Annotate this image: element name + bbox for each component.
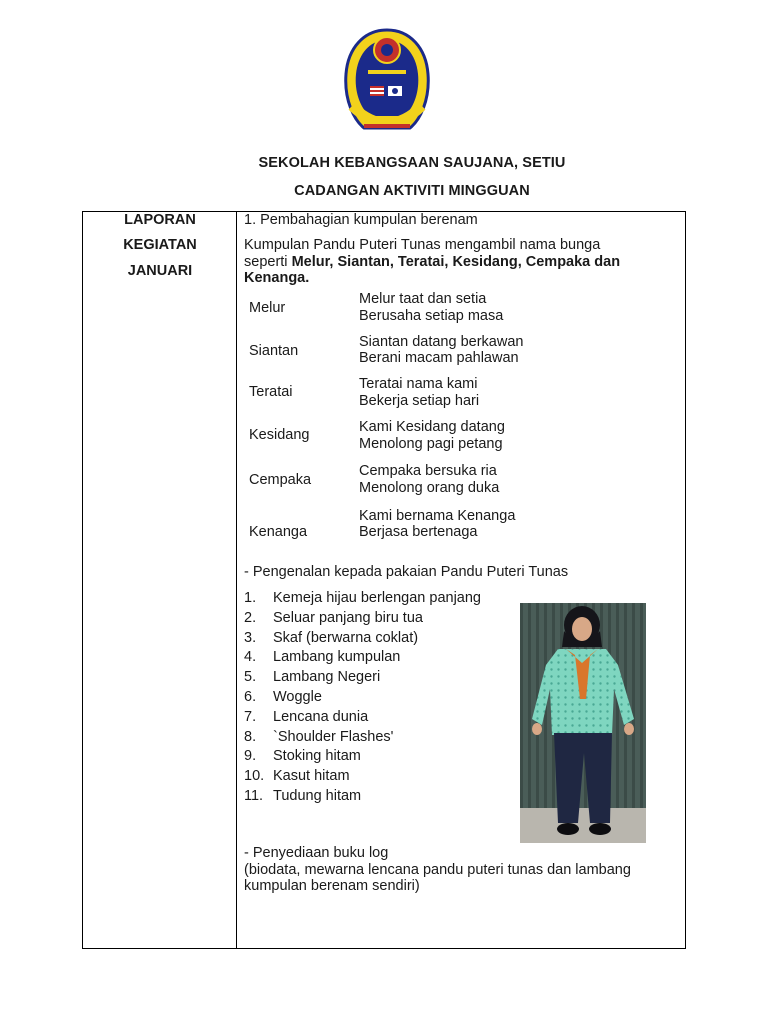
group-motto-line: Kami bernama Kenanga <box>359 508 516 524</box>
list-item <box>244 689 481 709</box>
list-text: Seluar panjang biru tua <box>273 609 423 626</box>
list-number: 7. <box>244 708 257 725</box>
group-motto-line: Bekerja setiap hari <box>359 393 480 409</box>
list-item <box>244 748 481 768</box>
left-label-kegiatan: KEGIATAN <box>123 237 197 253</box>
list-item <box>244 729 481 749</box>
list-text: Kasut hitam <box>273 768 350 785</box>
list-item <box>244 709 481 729</box>
list-number: 9. <box>244 748 257 765</box>
group-name: Siantan <box>249 343 299 359</box>
group-name: Kenanga <box>249 524 308 540</box>
group-motto-line: Cempaka bersuka ria <box>359 463 497 479</box>
list-item <box>244 649 481 669</box>
intro-flower-names: Melur, Siantan, Teratai, Kesidang, Cempaka dan <box>291 254 621 270</box>
list-number: 3. <box>244 629 257 646</box>
group-motto-line: Kami Kesidang datang <box>359 419 505 435</box>
group-name: Melur <box>249 300 286 316</box>
group-name: Cempaka <box>249 472 312 488</box>
section-heading: 1. Pembahagian kumpulan berenam <box>244 212 478 228</box>
group-name: Teratai <box>249 384 293 400</box>
list-number: 4. <box>244 649 257 666</box>
list-text: Lambang kumpulan <box>273 649 401 666</box>
uniform-list <box>244 590 481 808</box>
group-motto-line: Melur taat dan setia <box>359 291 487 307</box>
list-number: 5. <box>244 669 257 686</box>
list-number: 11. <box>244 787 264 804</box>
intro-line-2 <box>244 254 620 271</box>
school-title: SEKOLAH KEBANGSAAN SAUJANA, SETIU <box>258 155 566 171</box>
intro-line-3: Kenanga. <box>244 270 310 286</box>
list-number: 8. <box>244 728 257 745</box>
left-label-month: JANUARI <box>127 263 193 279</box>
group-motto-line: Menolong orang duka <box>359 480 500 496</box>
list-number: 1. <box>244 590 257 606</box>
logbook-line-1: (biodata, mewarna lencana pandu puteri tunas dan lambang <box>244 862 631 878</box>
uniform-heading: - Pengenalan kepada pakaian Pandu Puteri Tunas <box>244 564 569 580</box>
list-text: Skaf (berwarna coklat) <box>273 629 419 646</box>
group-motto-line: Berjasa bertenaga <box>359 524 478 540</box>
list-text: Stoking hitam <box>273 748 361 765</box>
list-item <box>244 630 481 650</box>
list-text: `Shoulder Flashes' <box>273 728 394 745</box>
list-item <box>244 610 481 630</box>
list-number: 2. <box>244 609 257 626</box>
list-text: Lambang Negeri <box>273 669 381 686</box>
group-motto-line: Teratai nama kami <box>359 376 478 392</box>
document-subtitle: CADANGAN AKTIVITI MINGGUAN <box>294 183 530 199</box>
list-item <box>244 590 481 610</box>
logbook-line-2: kumpulan berenam sendiri) <box>244 878 420 894</box>
list-text: Lencana dunia <box>273 708 369 725</box>
list-item <box>244 768 481 788</box>
list-text: Woggle <box>273 688 322 705</box>
group-motto-line: Menolong pagi petang <box>359 436 503 452</box>
column-divider <box>236 211 237 949</box>
intro-prefix: seperti <box>244 254 292 270</box>
school-logo <box>340 28 434 136</box>
list-text: Kemeja hijau berlengan panjang <box>273 590 481 606</box>
group-motto-line: Berani macam pahlawan <box>359 350 519 366</box>
intro-line-1: Kumpulan Pandu Puteri Tunas mengambil nama bunga <box>244 237 601 253</box>
list-number: 10. <box>244 768 265 785</box>
uniform-photo <box>520 603 646 843</box>
left-label-laporan: LAPORAN <box>124 212 196 228</box>
list-item <box>244 669 481 689</box>
group-motto-line: Berusaha setiap masa <box>359 308 504 324</box>
list-item <box>244 788 481 808</box>
group-name: Kesidang <box>249 427 310 443</box>
group-motto-line: Siantan datang berkawan <box>359 334 524 350</box>
list-number: 6. <box>244 688 257 705</box>
logbook-heading: - Penyediaan buku log <box>244 845 389 861</box>
list-text: Tudung hitam <box>273 787 362 804</box>
